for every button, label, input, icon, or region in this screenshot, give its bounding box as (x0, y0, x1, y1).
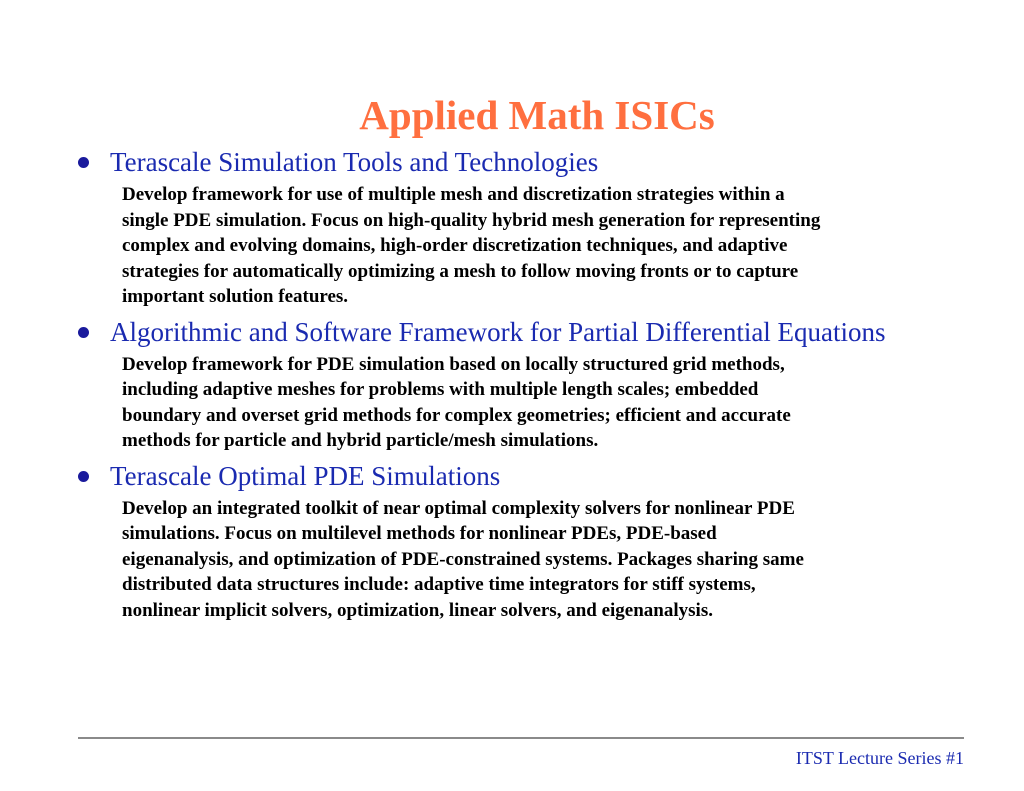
bullet-heading: Terascale Optimal PDE Simulations (110, 460, 501, 491)
bullet-description: Develop framework for use of multiple mesh and discretization strategies within a single PDE simulation. Focus on high-quality hybrid mesh generation for representing complex and evolving domains, high-order discretization techniques, and adaptive strategies for automatically optimizing a mesh to follow moving fronts or to capture important solution features. (122, 184, 821, 307)
bullet-dot-icon (78, 157, 89, 168)
bullet-dot-icon (78, 327, 89, 338)
bullet-description: Develop framework for PDE simulation based on locally structured grid methods, including adaptive meshes for problems with multiple length scales; embedded boundary and overset grid methods for complex geometries; efficient and accurate methods for particle and hybrid particle/mesh simulations. (122, 353, 791, 451)
bullet-item (78, 146, 988, 310)
bullet-description: Develop an integrated toolkit of near optimal complexity solvers for nonlinear PDE simulations. Focus on multilevel methods for nonlinear PDEs, PDE-based eigenanalysis, and optimization of PDE-constrained systems. Packages sharing same distributed data structures include: adaptive time integrators for stiff systems, nonlinear implicit solvers, optimization, linear solvers, and eigenanalysis. (122, 497, 804, 621)
slide-title: Applied Math ISICs (359, 92, 715, 138)
bullet-item (78, 460, 988, 624)
footer-divider (78, 737, 964, 739)
bullet-item (78, 316, 988, 454)
bullet-list (78, 146, 988, 629)
bullet-heading: Terascale Simulation Tools and Technologies (110, 147, 599, 177)
bullet-heading: Algorithmic and Software Framework for Partial Differential Equations (110, 316, 886, 347)
bullet-dot-icon (78, 471, 89, 482)
footer-text: ITST Lecture Series #1 (795, 748, 964, 768)
